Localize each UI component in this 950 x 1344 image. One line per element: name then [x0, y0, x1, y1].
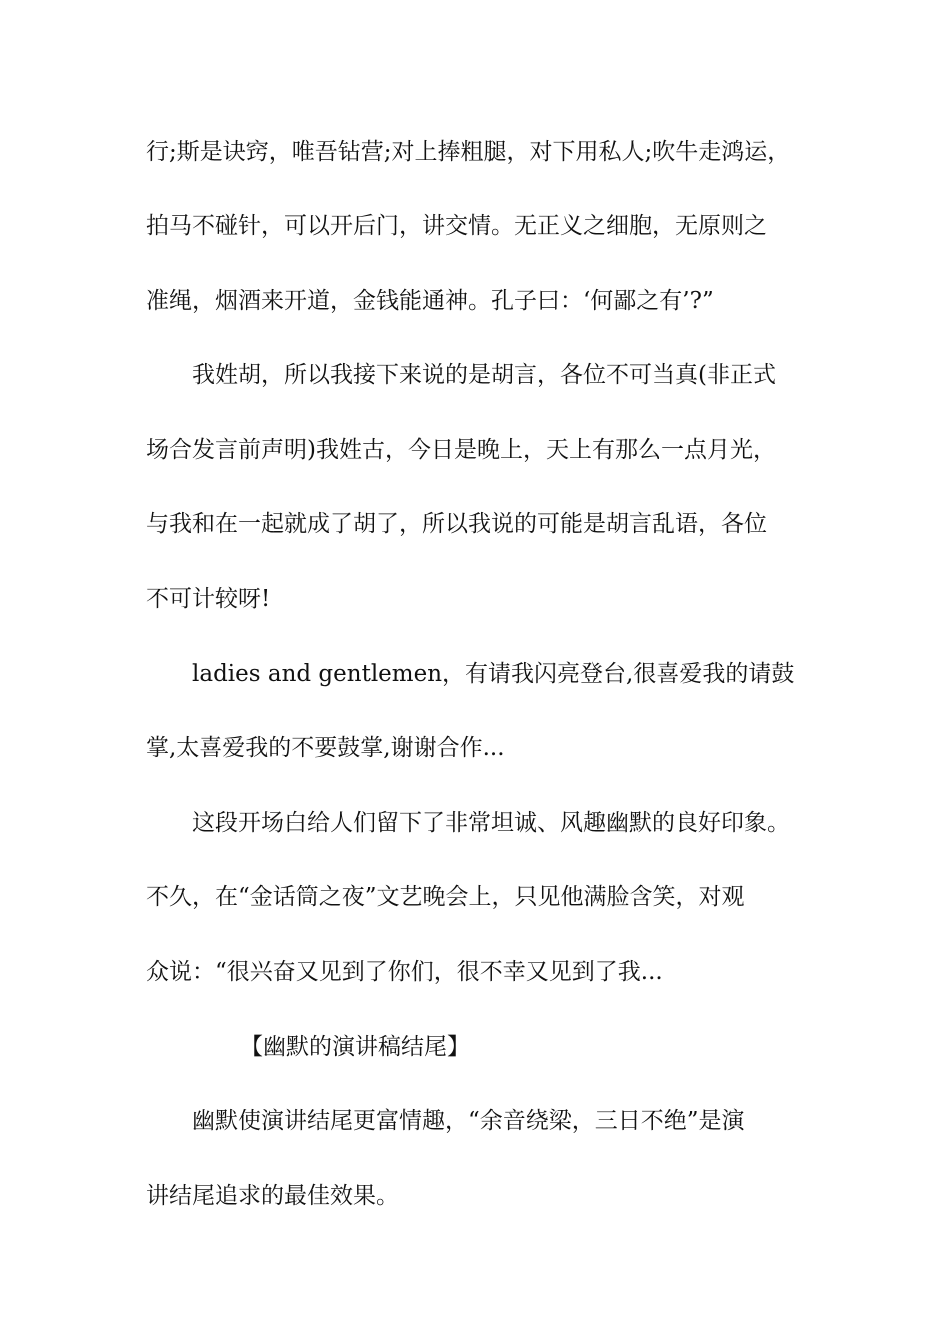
text-line-14: 幽默使演讲结尾更富情趣，“余音绕梁，三日不绝”是演 [192, 1108, 745, 1134]
text-line-11: 不久，在“金话筒之夜”文艺晚会上，只见他满脸含笑，对观 [146, 884, 745, 910]
text-line-4: 我姓胡，所以我接下来说的是胡言，各位不可当真(非正式 [192, 362, 776, 388]
section-heading: 【幽默的演讲稿结尾】 [240, 1034, 470, 1060]
text-line-12: 众说：“很兴奋又见到了你们，很不幸又见到了我... [146, 959, 663, 985]
text-line-2: 拍马不碰针，可以开后门，讲交情。无正义之细胞，无原则之 [146, 213, 767, 239]
text-line-7: 不可计较呀! [146, 586, 271, 612]
text-line-1: 行;斯是诀窍，唯吾钻营;对上捧粗腿，对下用私人;吹牛走鸿运， [146, 139, 791, 165]
text-line-5: 场合发言前声明)我姓古，今日是晚上，天上有那么一点月光， [146, 437, 776, 463]
text-line-3: 准绳，烟酒来开道，金钱能通神。孔子曰：‘何鄙之有’?” [146, 288, 714, 314]
text-line-10: 这段开场白给人们留下了非常坦诚、风趣幽默的良好印象。 [192, 810, 790, 836]
text-line-8: ladies and gentlemen，有请我闪亮登台,很喜爱我的请鼓 [192, 661, 795, 687]
text-line-15: 讲结尾追求的最佳效果。 [146, 1183, 399, 1209]
text-line-6: 与我和在一起就成了胡了，所以我说的可能是胡言乱语，各位 [146, 511, 767, 537]
text-line-9: 掌,太喜爱我的不要鼓掌,谢谢合作... [146, 735, 505, 761]
